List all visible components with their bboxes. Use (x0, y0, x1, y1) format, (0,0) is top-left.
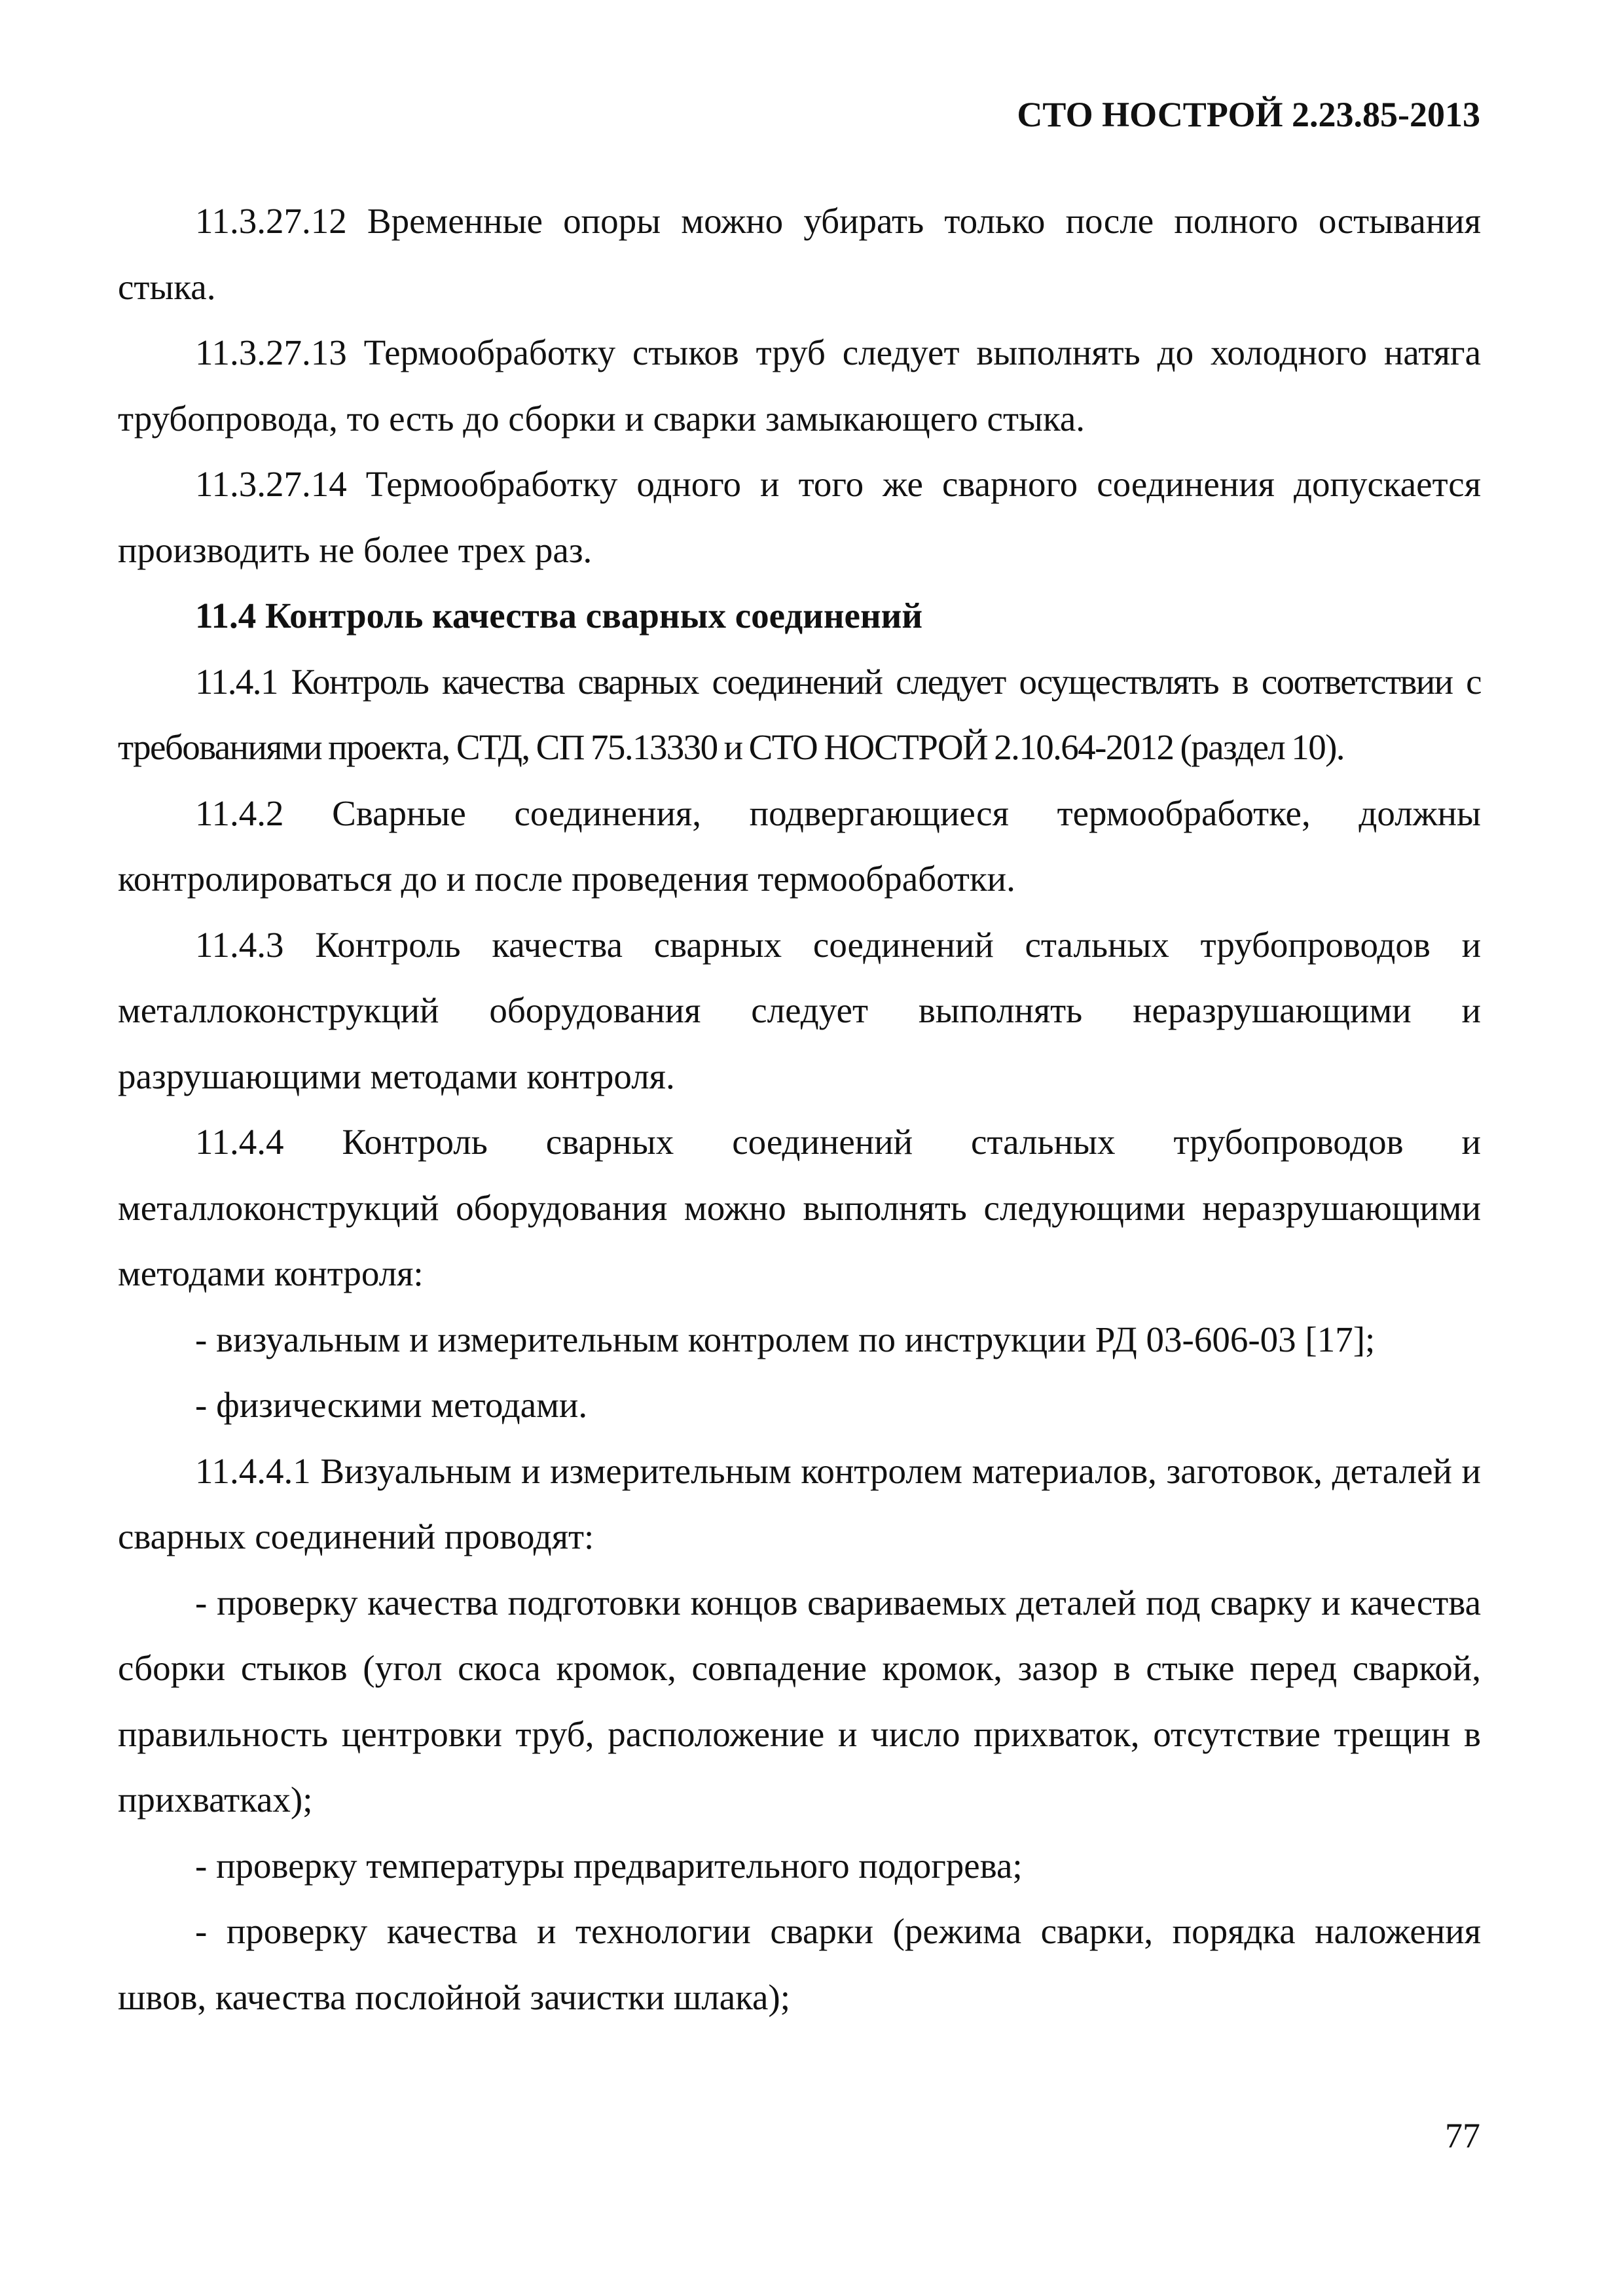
list-item-preheat-check: - проверку температуры предварительного подогрева; (195, 1845, 1023, 1886)
paragraph-11-4-2: 11.4.2 Сварные соединения, подвергающиеся термообработке, должны контролироваться до и после проведения термообработки. (118, 793, 1481, 899)
paragraph-11-4-4-1: 11.4.4.1 Визуальным и измерительным контролем материалов, заготовок, деталей и сварных соединений проводят: (118, 1450, 1481, 1556)
paragraph-11-4-4: 11.4.4 Контроль сварных соединений стальных трубопроводов и металлоконструкций оборудования можно выполнять следующими неразрушающими методами контроля: (118, 1122, 1481, 1293)
paragraph-11-3-27-13: 11.3.27.13 Термообработку стыков труб следует выполнять до холодного натяга трубопровода, то есть до сборки и сварки замыкающего стыка. (118, 332, 1481, 439)
body-text (118, 188, 1481, 2030)
section-heading-11-4: 11.4 Контроль качества сварных соединений (195, 596, 923, 636)
paragraph-11-4-3: 11.4.3 Контроль качества сварных соединений стальных трубопроводов и металлоконструкций оборудования следует выполнять неразрушающими и разрушающими методами контроля. (118, 924, 1481, 1096)
list-item-preparation-check: - проверку качества подготовки концов свариваемых деталей под сварку и качества сборки стыков (угол скоса кромок, совпадение кромок, зазор в стыке перед сваркой, правильность центровки труб, расположение и число прихваток, отсутствие трещин в прихватках); (118, 1582, 1481, 1820)
list-item-visual-control: - визуальным и измерительным контролем по инструкции РД 03-606-03 [17]; (195, 1319, 1376, 1359)
list-item-physical-methods: - физическими методами. (195, 1385, 588, 1425)
paragraph-11-4-1: 11.4.1 Контроль качества сварных соединений следует осуществлять в соответствии с требованиями проекта, СТД, СП 75.13330 и СТО НОСТРОЙ 2.10.64-2012 (раздел 10). (118, 661, 1481, 767)
list-item-welding-technology-check: - проверку качества и технологии сварки (режима сварки, порядка наложения швов, качества послойной зачистки шлака); (118, 1911, 1481, 2017)
page-header-doc-code: СТО НОСТРОЙ 2.23.85-2013 (1017, 95, 1480, 134)
paragraph-11-3-27-12: 11.3.27.12 Временные опоры можно убирать только после полного остывания стыка. (118, 201, 1481, 307)
page-number: 77 (1445, 2116, 1480, 2155)
paragraph-11-3-27-14: 11.3.27.14 Термообработку одного и того же сварного соединения допускается производить не более трех раз. (118, 464, 1481, 570)
